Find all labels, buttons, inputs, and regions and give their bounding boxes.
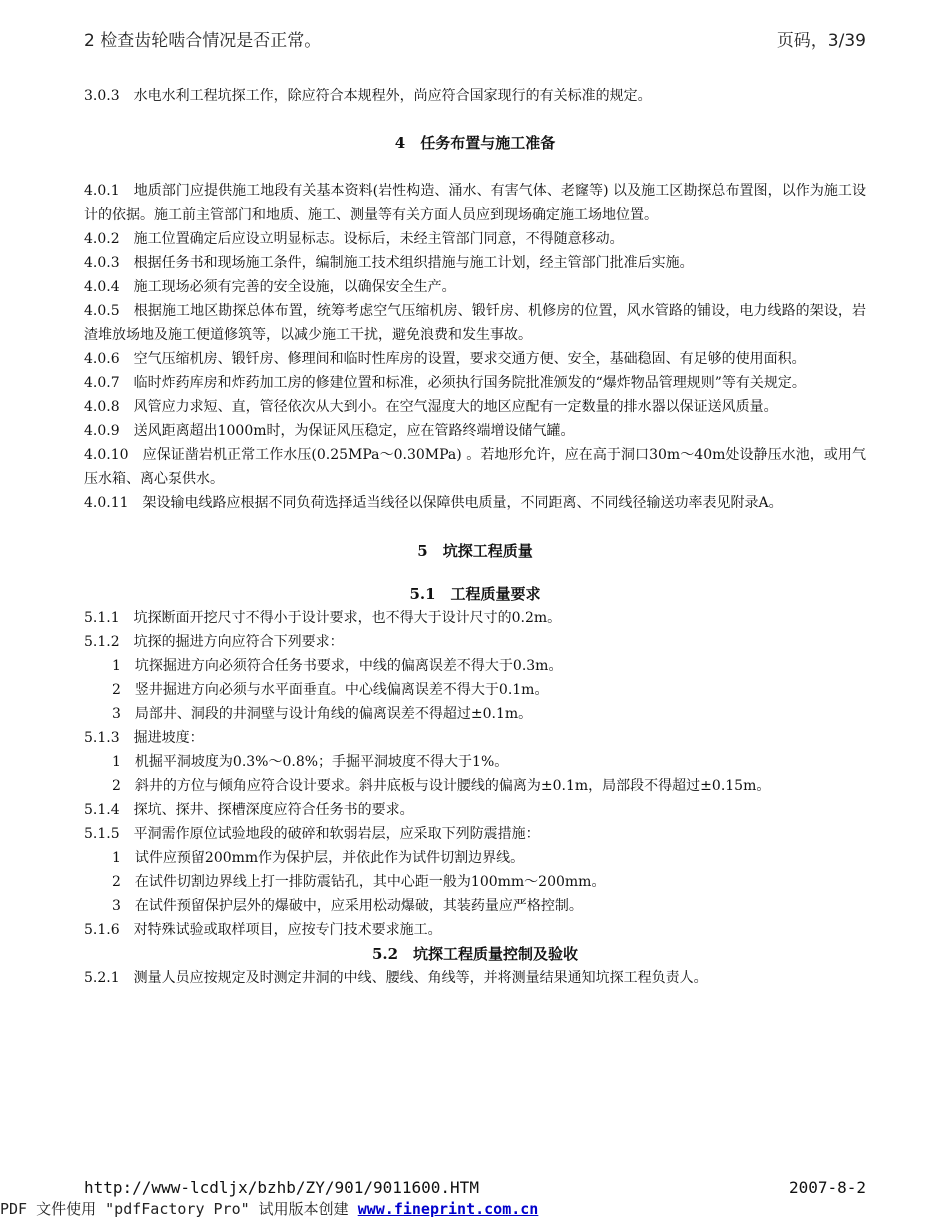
page-header <box>84 26 866 52</box>
clause-paragraph: 4.0.1 地质部门应提供施工地段有关基本资料(岩性构造、涌水、有害气体、老窿等) 以及施工区勘探总布置图，以作为施工设计的依据。施工前主管部门和地质、施工、测量等有关方面人员应到现场确定施工场地位置。 <box>84 183 866 223</box>
clause-subitem: 3 在试件预留保护层外的爆破中，应采用松动爆破，其装药量应严格控制。 <box>112 898 583 914</box>
header-running-text: 2 检查齿轮啮合情况是否正常。 <box>84 31 322 51</box>
clause-paragraph: 4.0.2 施工位置确定后应设立明显标志。设标后，未经主管部门同意，不得随意移动。 <box>84 231 624 247</box>
clause-paragraph: 5.1.4 探坑、探井、探槽深度应符合任务书的要求。 <box>84 802 414 818</box>
clause-paragraph: 5.1.6 对特殊试验或取样项目，应按专门技术要求施工。 <box>84 922 442 938</box>
clause-paragraph: 4.0.5 根据施工地区勘探总体布置，统筹考虑空气压缩机房、锻钎房、机修房的位置，风水管路的铺设，电力线路的架设，岩渣堆放场地及施工便道修筑等，以减少施工干扰，避免浪费和发生事故。 <box>84 303 866 343</box>
pdf-creator-notice <box>0 1198 538 1222</box>
section-heading: 5.1 工程质量要求 <box>409 585 541 603</box>
clause-paragraph: 5.1.2 坑探的掘进方向应符合下列要求： <box>84 634 344 650</box>
clause-subitem: 1 试件应预留200mm作为保护层，并依此作为试件切割边界线。 <box>112 850 525 866</box>
clause-subitem: 2 在试件切割边界线上打一排防震钻孔，其中心距一般为100mm～200mm。 <box>112 874 606 890</box>
clause-paragraph: 4.0.9 送风距离超出1000m时，为保证风压稳定，应在管路终端增设储气罐。 <box>84 423 575 439</box>
clause-paragraph: 4.0.11 架设输电线路应根据不同负荷选择适当线径以保障供电质量，不同距离、不同线径输送功率表见附录A。 <box>84 495 783 511</box>
clause-paragraph: 5.2.1 测量人员应按规定及时测定井洞的中线、腰线、角线等，并将测量结果通知坑探工程负责人。 <box>84 970 708 986</box>
clause-subitem: 1 机掘平洞坡度为0.3%～0.8%；手掘平洞坡度不得大于1%。 <box>112 754 509 770</box>
section-heading: 5.2 坑探工程质量控制及验收 <box>371 945 579 963</box>
clause-subitem: 1 坑探掘进方向必须符合任务书要求，中线的偏离误差不得大于0.3m。 <box>112 658 563 674</box>
page-number: 页码，3/39 <box>776 31 866 51</box>
clause-paragraph: 4.0.4 施工现场必须有完善的安全设施，以确保安全生产。 <box>84 279 456 295</box>
clause-paragraph: 4.0.6 空气压缩机房、锻钎房、修理间和临时性库房的设置，要求交通方便、安全，基础稳固、有足够的使用面积。 <box>84 351 806 367</box>
clause-paragraph: 4.0.7 临时炸药库房和炸药加工房的修建位置和标准，必须执行国务院批准颁发的“爆炸物品管理规则”等有关规定。 <box>84 375 806 391</box>
clause-paragraph: 4.0.8 风管应力求短、直，管径依次从大到小。在空气湿度大的地区应配有一定数量的排水器以保证送风质量。 <box>84 399 778 415</box>
clause-subitem: 2 竖井掘进方向必须与水平面垂直。中心线偏离误差不得大于0.1m。 <box>112 682 549 698</box>
section-heading: 5 坑探工程质量 <box>417 542 533 560</box>
fineprint-link[interactable]: www.fineprint.com.cn <box>357 1200 539 1218</box>
clause-paragraph: 5.1.3 掘进坡度： <box>84 730 204 746</box>
section-heading: 4 任务布置与施工准备 <box>394 134 556 152</box>
footer-date: 2007-8-2 <box>788 1178 866 1197</box>
clause-paragraph: 4.0.3 根据任务书和现场施工条件，编制施工技术组织措施与施工计划，经主管部门批准后实施。 <box>84 255 694 271</box>
clause-subitem: 2 斜井的方位与倾角应符合设计要求。斜井底板与设计腰线的偏离为±0.1m，局部段不得超过±0.15m。 <box>112 778 771 794</box>
clause-subitem: 3 局部井、洞段的井洞壁与设计角线的偏离误差不得超过±0.1m。 <box>112 706 533 722</box>
clause-paragraph: 5.1.5 平洞需作原位试验地段的破碎和软弱岩层，应采取下列防震措施： <box>84 826 540 842</box>
clause-paragraph: 4.0.10 应保证凿岩机正常工作水压(0.25MPa～0.30MPa) 。若地形允许，应在高于洞口30m～40m处设静压水池，或用气压水箱、离心泵供水。 <box>84 447 866 487</box>
clause-paragraph: 3.0.3 水电水利工程坑探工作，除应符合本规程外，尚应符合国家现行的有关标准的规定。 <box>84 88 652 104</box>
clause-paragraph: 5.1.1 坑探断面开挖尺寸不得小于设计要求，也不得大于设计尺寸的0.2m。 <box>84 610 562 626</box>
document-body <box>84 84 866 990</box>
pdf-notice-text: PDF 文件使用 "pdfFactory Pro" 试用版本创建 <box>0 1200 358 1218</box>
footer-url-link[interactable]: http://www-lcdljx/bzhb/ZY/901/9011600.HTM <box>84 1178 479 1197</box>
